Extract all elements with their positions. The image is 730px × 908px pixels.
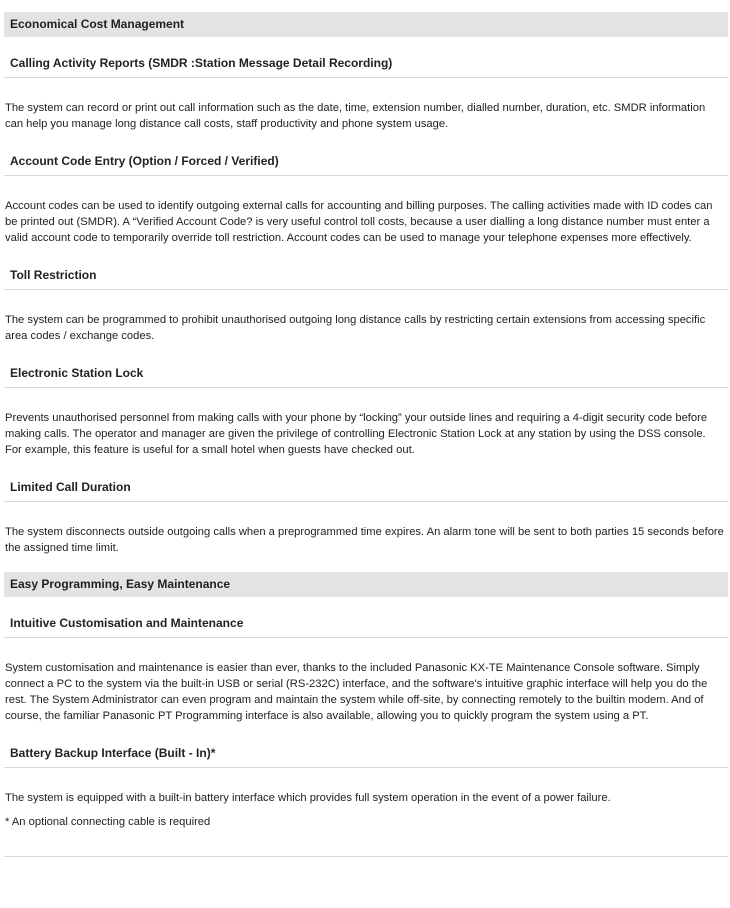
feature-title-limited-call-duration: Limited Call Duration <box>10 480 131 494</box>
feature-description-toll-restriction: The system can be programmed to prohibit unauthorised outgoing long distance calls by restricting certain extensions from accessing specific area codes / exchange codes. <box>5 314 706 342</box>
divider <box>4 289 728 290</box>
section-header-easy-programming: Easy Programming, Easy Maintenance <box>4 572 728 597</box>
divider <box>4 767 728 768</box>
feature-title-calling-activity-reports: Calling Activity Reports (SMDR :Station Message Detail Recording) <box>10 56 393 70</box>
feature-description-account-code-entry: Account codes can be used to identify outgoing external calls for accounting and billing purposes. The calling activities made with ID codes can be printed out (SMDR). A “Verified Account Code? is very useful control toll costs, because a user dialling a long distance number must enter a valid account code to temporarily override toll restriction. Account codes can be used to manage your telephone expenses more effectively. <box>5 200 713 244</box>
feature-description-calling-activity-reports: The system can record or print out call information such as the date, time, extension number, dialled number, duration, etc. SMDR information can help you manage long distance call costs, staff productivity and phone system usage. <box>5 102 706 130</box>
features-page <box>4 0 728 857</box>
footnote-optional-cable: * An optional connecting cable is required <box>5 816 211 828</box>
section-header-cost-management: Economical Cost Management <box>4 12 728 37</box>
divider <box>4 501 728 502</box>
feature-description-limited-call-duration: The system disconnects outside outgoing calls when a preprogrammed time expires. An alarm tone will be sent to both parties 15 seconds before the assigned time limit. <box>5 526 724 554</box>
feature-title-account-code-entry: Account Code Entry (Option / Forced / Verified) <box>10 154 279 168</box>
feature-title-toll-restriction: Toll Restriction <box>10 268 97 282</box>
feature-description-battery-backup: The system is equipped with a built-in battery interface which provides full system operation in the event of a power failure. <box>5 792 611 804</box>
feature-description-electronic-station-lock: Prevents unauthorised personnel from making calls with your phone by “locking” your outside lines and requiring a 4-digit security code before making calls. The operator and manager are given the privilege of controlling Electronic Station Lock at any station by using the DSS console. For example, this feature is useful for a small hotel when guests have checked out. <box>5 412 708 456</box>
divider <box>4 856 728 857</box>
divider <box>4 77 728 78</box>
feature-title-intuitive-customisation: Intuitive Customisation and Maintenance <box>10 616 244 630</box>
feature-title-electronic-station-lock: Electronic Station Lock <box>10 366 144 380</box>
divider <box>4 387 728 388</box>
divider <box>4 175 728 176</box>
feature-title-battery-backup: Battery Backup Interface (Built - In)* <box>10 746 216 760</box>
feature-description-intuitive-customisation: System customisation and maintenance is easier than ever, thanks to the included Panasonic KX-TE Maintenance Console software. Simply connect a PC to the system via the built-in USB or serial (RS-232C) interface, and the software's intuitive graphic interface will help you do the rest. The System Administrator can even program and maintain the system while off-site, by connecting remotely to the builtin modem. And of course, the familiar Panasonic PT Programming interface is also available, allowing you to quickly program the system using a PT. <box>5 662 708 722</box>
divider <box>4 637 728 638</box>
